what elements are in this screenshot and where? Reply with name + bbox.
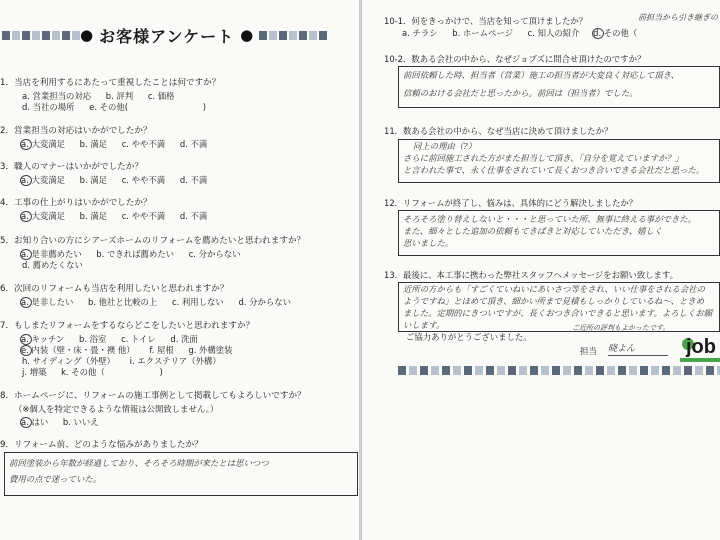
decor-dots-right	[259, 31, 327, 40]
option-8a[interactable]: a. はい	[21, 417, 49, 427]
option-8b[interactable]: b. いいえ	[62, 417, 99, 427]
option-7e[interactable]: e. 内装（壁・床・畳・襖 他）	[21, 345, 135, 355]
option-2d[interactable]: d. 不満	[179, 139, 208, 149]
option-6b[interactable]: b. 他社と比較の上	[88, 297, 158, 307]
option-1c[interactable]: c. 価格	[147, 91, 175, 101]
handwritten-answer-12-line2: また、細々とした追加の依頼もてきぱきと対応していただき、嬉しく	[403, 226, 663, 236]
title-bullet-right: ●	[240, 26, 254, 44]
staff-name: 晓よん	[608, 343, 668, 356]
handwritten-answer-13-note: ご近所の評判もよかったです。	[572, 324, 670, 332]
question-8-note: （※個人を特定できるような情報は公開致しません。）	[14, 404, 219, 414]
question-12: 12．リフォームが終了し、悩みは、具体的にどう解決しましたか？	[384, 198, 638, 208]
survey-title: お客様アンケート	[99, 26, 235, 46]
handwritten-answer-12-line1: そろそろ塗り替えしないと・・・と思っていた所、無事に終える事ができた。	[403, 214, 697, 224]
staff-label: 担当	[580, 346, 597, 356]
option-5a[interactable]: a. 是非薦めたい	[21, 249, 82, 259]
handwritten-answer-11-line3: と言われた事で、永く仕事をされていて長くおつき合いできる会社だと思った。	[403, 165, 705, 175]
option-2c[interactable]: c. やや不満	[121, 139, 166, 149]
question-10-1: 10-1．何をきっかけで、当店を知って頂けましたか？	[384, 16, 588, 26]
option-7a[interactable]: a. キッチン	[21, 334, 65, 344]
option-1e-close: )	[202, 102, 207, 112]
question-7-options-row2	[22, 345, 245, 356]
question-6-options	[22, 297, 303, 308]
survey-title-row	[2, 22, 327, 48]
company-logo	[680, 336, 720, 362]
option-10-1a[interactable]: a. チラシ	[402, 28, 438, 38]
answer-box-13	[398, 282, 720, 332]
question-7-options-row3	[22, 356, 233, 367]
question-11: 11．数ある会社の中から、なぜ当店に決めて頂けましたか？	[384, 126, 613, 136]
option-7b[interactable]: b. 浴室	[79, 334, 107, 344]
survey-sheet-right	[362, 0, 720, 540]
decor-dots-bottom	[398, 366, 720, 375]
handwritten-answer-11-line2: さらに前回施工された方がまた担当して頂き、「自分を覚えていますか？」	[403, 153, 684, 163]
question-7-options-row4	[22, 367, 175, 378]
option-6a[interactable]: a. 是非したい	[21, 297, 74, 307]
option-5d[interactable]: d. 薦めたくない	[22, 260, 83, 270]
question-4: 4．工事の仕上がりはいかがでしたか？	[0, 198, 152, 208]
thanks-message: ご協力ありがとうございました。	[406, 332, 532, 342]
question-8-options	[22, 417, 111, 428]
question-4-options	[22, 211, 219, 222]
option-3b[interactable]: b. 満足	[79, 175, 108, 185]
question-1: 1．当店を利用するにあたって重視したことは何ですか？	[0, 78, 221, 88]
handwritten-answer-9-line2: 費用の点で迷っていた。	[9, 474, 102, 484]
handwritten-answer-13-line1: 近所の方からも「すごくていねいにあいさつ等をされ、いい仕事をされる会社の	[403, 284, 706, 294]
option-7k-close: )	[159, 367, 163, 377]
answer-box-11	[398, 139, 720, 183]
question-3: 3．職人のマナーはいかがでしたか？	[0, 162, 143, 172]
question-13: 13．最後に、本工事に携わった弊社スタッフへメッセージをお願い致します。	[384, 270, 678, 280]
question-10-1-options	[402, 28, 649, 39]
question-7-options-row1	[22, 334, 210, 345]
question-5-options-row2	[22, 260, 95, 271]
option-6c[interactable]: c. 利用しない	[171, 297, 224, 307]
option-7i[interactable]: i. エクステリア（外構）	[129, 356, 221, 366]
question-1-options-row2	[22, 102, 218, 113]
option-1a[interactable]: a. 営業担当の対応	[22, 91, 92, 101]
option-7h[interactable]: h. サイディング（外壁）	[22, 356, 115, 366]
option-4b[interactable]: b. 満足	[79, 211, 108, 221]
logo-stripe	[680, 358, 720, 362]
question-3-options	[22, 175, 219, 186]
option-7k[interactable]: k. その他（	[61, 367, 105, 377]
handwritten-answer-13-line4: いします。	[403, 320, 445, 330]
handwritten-answer-11-line1: 同上の理由（?）	[413, 141, 477, 151]
question-9: 9．リフォーム前、どのような悩みがありましたか？	[0, 440, 203, 450]
question-2-options	[22, 139, 219, 150]
option-7c[interactable]: c. トイレ	[121, 334, 156, 344]
option-7g[interactable]: g. 外構塗装	[188, 345, 233, 355]
option-7f[interactable]: f. 屋根	[149, 345, 174, 355]
option-6d[interactable]: d. 分からない	[238, 297, 291, 307]
answer-box-12	[398, 210, 720, 256]
handwritten-answer-12-line3: 思いました。	[403, 238, 454, 248]
option-3c[interactable]: c. やや不満	[121, 175, 166, 185]
option-1e[interactable]: e. その他(	[89, 102, 129, 112]
option-2a[interactable]: a. 大変満足	[21, 139, 65, 149]
option-1b[interactable]: b. 評判	[105, 91, 134, 101]
option-7d[interactable]: d. 洗面	[170, 334, 198, 344]
handwritten-answer-10-2-line1: 前回依頼した時、担当者（営業）施工の担当者が大変良く対応して頂き、	[403, 70, 680, 80]
option-10-1c[interactable]: c. 知人の紹介	[527, 28, 580, 38]
handwritten-answer-10-2-line2: 信頼のおける会社だと思ったから。前回は（担当者）でした。	[403, 88, 638, 98]
question-8: 8．ホームページに、リフォームの施工事例として掲載してもよろしいですか？	[0, 391, 306, 401]
option-7j[interactable]: j. 増築	[22, 367, 47, 377]
question-2: 2．営業担当の対応はいかがでしたか？	[0, 126, 152, 136]
handwritten-answer-13-line2: ようですね」とほめて頂き、細かい所まで見積もしっかりしているね～、ときめ	[403, 296, 705, 306]
question-5-options-row1	[22, 249, 253, 260]
title-bullet-left: ●	[80, 26, 94, 44]
question-10-2: 10-2．数ある会社の中から、なぜジョブズに問合せ頂けたのですか？	[384, 54, 646, 64]
question-7: 7．もしまたリフォームをするならどこをしたいと思われますか？	[0, 321, 255, 331]
option-10-1d[interactable]: d. その他（	[593, 28, 638, 38]
handwritten-answer-13-line3: ました。定期的にきついですが、長くおつき合いできると思います。よろしくお願	[403, 308, 713, 318]
answer-box-10-2	[398, 66, 720, 108]
logo-text: job	[686, 336, 716, 358]
option-5c[interactable]: c. 分からない	[188, 249, 241, 259]
option-1d[interactable]: d. 当社の場所	[22, 102, 75, 112]
option-4c[interactable]: c. やや不満	[121, 211, 166, 221]
question-5: 5．お知り合いの方にシアーズホームのリフォームを薦めたいと思われますか？	[0, 236, 306, 246]
option-4a[interactable]: a. 大変満足	[21, 211, 65, 221]
question-1-options-row1	[22, 91, 187, 102]
option-3a[interactable]: a. 大変満足	[21, 175, 65, 185]
option-4d[interactable]: d. 不満	[179, 211, 208, 221]
option-2b[interactable]: b. 満足	[79, 139, 108, 149]
decor-dots-left	[2, 31, 80, 40]
handwritten-answer-10-1: 前担当から引き継ぎの	[638, 13, 718, 22]
option-5b[interactable]: b. できれば薦めたい	[96, 249, 175, 259]
option-3d[interactable]: d. 不満	[179, 175, 208, 185]
option-10-1b[interactable]: b. ホームページ	[452, 28, 513, 38]
handwritten-answer-9-line1: 前回塗装から年数が経過しており、そろそろ時期が来たとは思いつつ	[9, 458, 269, 468]
answer-box-9	[4, 452, 358, 496]
question-6: 6．次回のリフォームも当店を利用したいと思われますか？	[0, 284, 229, 294]
